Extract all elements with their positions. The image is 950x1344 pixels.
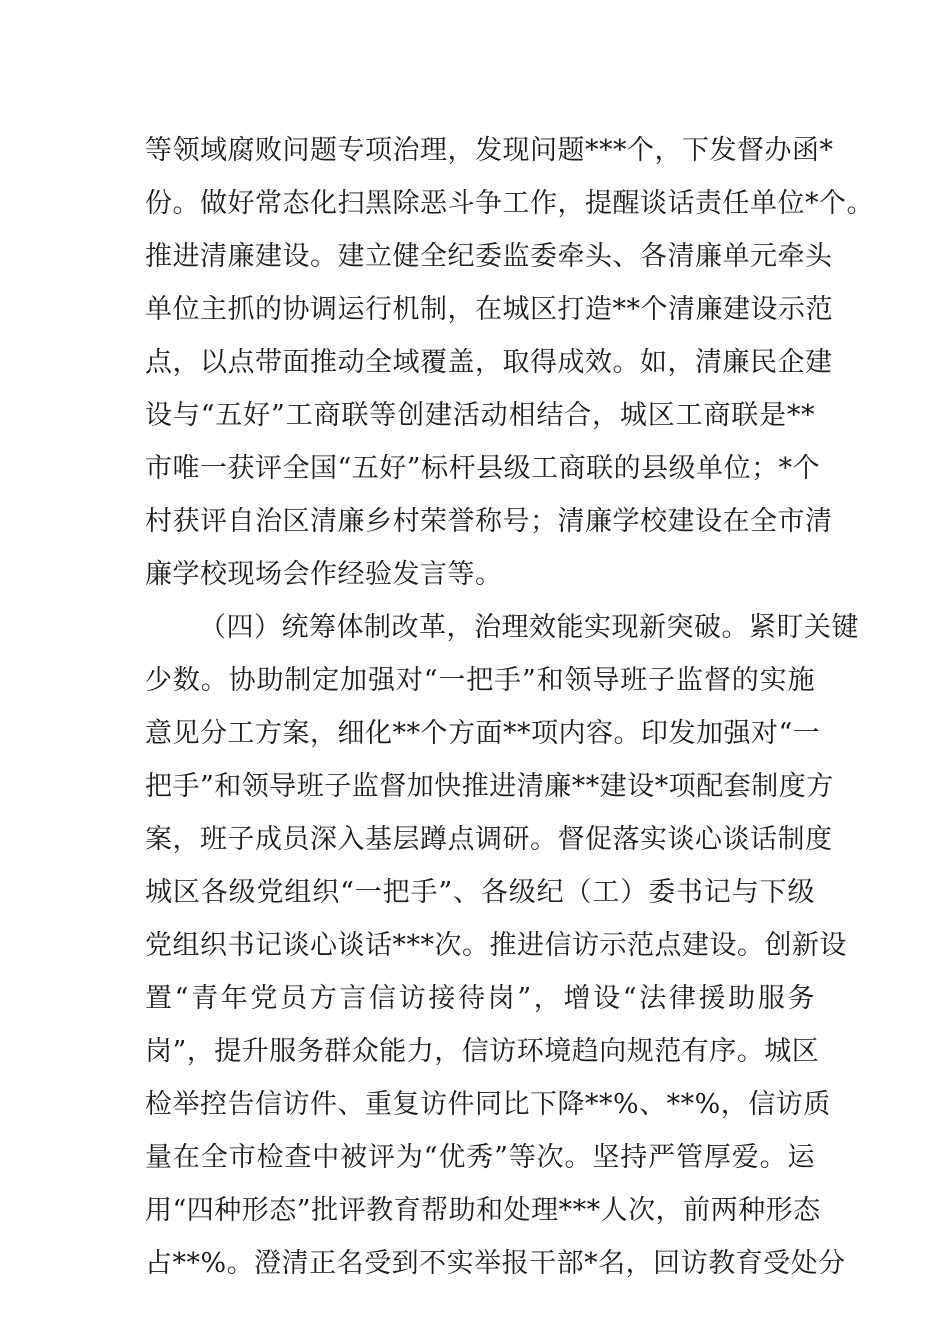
text-line: 点，以点带面推动全域覆盖，取得成效。如，清廉民企建 — [145, 347, 833, 378]
text-line: 占**%。澄清正名受到不实举报干部*名，回访教育受处分 — [145, 1248, 846, 1279]
text-line: 量在全市检查中被评为“优秀”等次。坚持严管厚爱。运 — [145, 1142, 815, 1173]
text-line: 意见分工方案，细化**个方面**项内容。印发加强对“一 — [145, 718, 821, 749]
text-line: 检举控告信访件、重复访件同比下降**%、**%，信访质 — [145, 1089, 831, 1120]
text-line: 少数。协助制定加强对“一把手”和领导班子监督的实施 — [145, 665, 815, 696]
text-line: 党组织书记谈心谈话***次。推进信访示范点建设。创新设 — [145, 930, 847, 961]
text-line: 村获评自治区清廉乡村荣誉称号；清廉学校建设在全市清 — [145, 506, 833, 537]
text-line: 单位主抓的协调运行机制，在城区打造**个清廉建设示范 — [145, 294, 833, 325]
text-line: 推进清廉建设。建立健全纪委监委牵头、各清廉单元牵头 — [145, 241, 833, 272]
text-line: 把手”和领导班子监督加快推进清廉**建设*项配套制度方 — [145, 771, 834, 802]
paragraph-end-line: 廉学校现场会作经验发言等。 — [145, 559, 503, 590]
text-line: 市唯一获评全国“五好”标杆县级工商联的县级单位；*个 — [145, 453, 821, 484]
text-line: 等领域腐败问题专项治理，发现问题***个，下发督办函* — [145, 135, 834, 166]
text-line: 份。做好常态化扫黑除恶斗争工作，提醒谈话责任单位*个。 — [145, 188, 874, 219]
body-text — [145, 124, 874, 1290]
text-line: 案，班子成员深入基层蹲点调研。督促落实谈心谈话制度 — [145, 824, 833, 855]
text-line: 用“四种形态”批评教育帮助和处理***人次，前两种形态 — [145, 1195, 821, 1226]
text-line: 城区各级党组织“一把手”、各级纪（工）委书记与下级 — [145, 877, 815, 908]
text-line: 置“青年党员方言信访接待岗”，增设“法律援助服务 — [145, 983, 815, 1014]
text-line: 岗”，提升服务群众能力，信访环境趋向规范有序。城区 — [145, 1036, 820, 1067]
text-line: 设与“五好”工商联等创建活动相结合，城区工商联是** — [145, 400, 815, 431]
section-heading-line: （四）统筹体制改革，治理效能实现新突破。紧盯关键 — [199, 612, 859, 643]
